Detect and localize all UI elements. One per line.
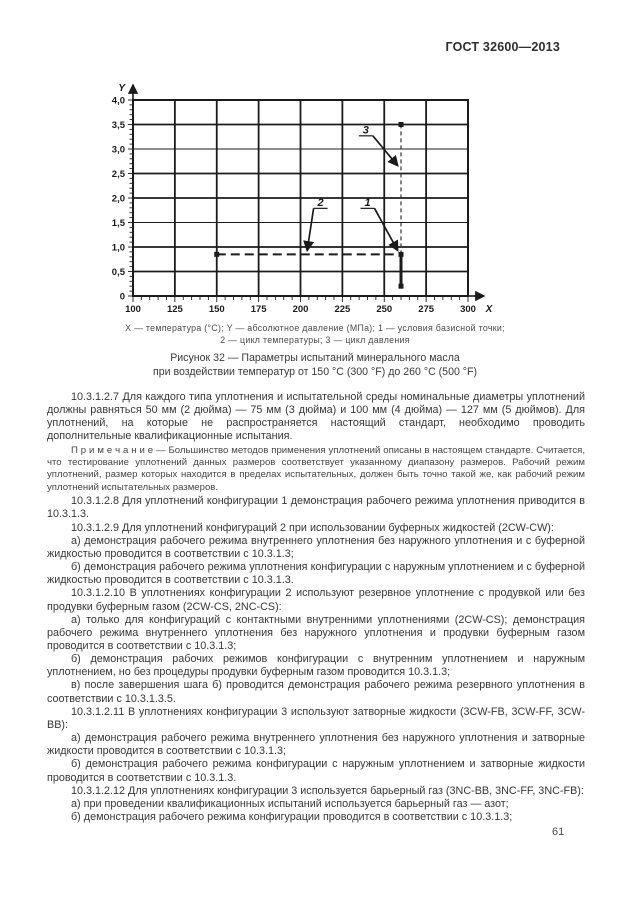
- svg-text:150: 150: [208, 304, 225, 315]
- document-number: ГОСТ 32600—2013: [445, 40, 560, 54]
- paragraph: 10.3.1.2.7 Для каждого типа уплотнения и испытательной среды номинальные диаметры уплотнений должны равняться 50 мм (2 дюйма) — 75 мм (3 дюйма) и 100 мм (4 дюйма) — 127 мм (5 дюймов). Для уплотнений, на которые не распространяется настоящий стандарт, необходимо проводить дополнительные квалификационные испытания.: [47, 391, 585, 443]
- svg-text:300: 300: [460, 304, 476, 315]
- svg-text:275: 275: [418, 304, 435, 315]
- figure-caption-line2: при воздействии температур от 150 °С (300 °F) до 260 °С (500 °F): [152, 365, 478, 378]
- paragraph: 10.3.1.2.10 В уплотнениях конфигурации 2 используют резервное уплотнение с продувкой или без продувки буферным газом (2CW-CS, 2NC-CS):: [47, 587, 585, 613]
- svg-text:1,5: 1,5: [111, 218, 125, 229]
- figure-32-chart: [85, 76, 505, 322]
- paragraph: 10.3.1.2.9 Для уплотнений конфигураций 2 при использовании буферных жидкостей (2CW-CW):: [71, 521, 554, 534]
- svg-text:2,5: 2,5: [111, 169, 125, 180]
- page-number: 61: [552, 826, 565, 838]
- note-paragraph: П р и м е ч а н и е — Большинство методов применения уплотнений описаны в настоящем стандарте. Считается, что тестирование уплотнений данных размеров соответствует указанному диапазону размеров. Рабочий режим уплотнений, размер которых находится в пределах испытательных, должен быть точно такой же, как рабочий режим уплотнений испытательных размеров.: [47, 444, 585, 493]
- figure-legend: [45, 322, 585, 346]
- svg-text:2,0: 2,0: [111, 193, 125, 205]
- figure-legend-line2: 2 — цикл температуры; 3 — цикл давления: [220, 335, 410, 345]
- figure-legend-line1: X — температура (°С); Y — абсолютное давление (МПа); 1 — условия базисной точки;: [125, 323, 505, 333]
- paragraph: б) демонстрация рабочего режима уплотнения конфигурации с наружным уплотнением и с буферной жидкостью проводится в соответствии с 10.3.1.3.: [47, 561, 585, 587]
- paragraph: 10.3.1.2.12 Для уплотнениях конфигурации 3 используется барьерный газ (3NC-BB, 3NC-FF, 3NC-FB):: [71, 784, 584, 797]
- svg-text:0: 0: [119, 291, 125, 303]
- paragraph: а) только для конфигураций с контактными внутренними уплотнениями (2CW-CS); демонстрация рабочего режима внутреннего уплотнения без наружного уплотнения и продувки буферным газом проводится в соответствии с 10.3.1.3;: [47, 613, 585, 652]
- svg-text:3,5: 3,5: [111, 120, 125, 131]
- svg-text:125: 125: [166, 304, 183, 315]
- svg-text:1: 1: [364, 196, 371, 209]
- figure-caption: [45, 352, 585, 379]
- svg-text:250: 250: [376, 304, 393, 315]
- paragraph: б) демонстрация рабочего режима конфигурации с наружным уплотнением и затворные жидкости проводится в соответствии с 10.3.1.3.: [47, 758, 585, 784]
- paragraph: 10.3.1.2.8 Для уплотнений конфигурации 1 демонстрация рабочего режима уплотнения приводится в 10.3.1.3.: [47, 495, 585, 521]
- paragraph: б) демонстрация рабочего режима конфигурации проводится в соответствии с 10.3.1.3;: [71, 811, 513, 823]
- svg-text:Y: Y: [118, 83, 125, 94]
- paragraph: а) демонстрация рабочего режима внутреннего уплотнения без наружного уплотнения и с буферной жидкостью проводится в соответствии с 10.3.1.3;: [47, 534, 585, 560]
- svg-text:0,5: 0,5: [111, 267, 125, 278]
- svg-text:3,0: 3,0: [111, 144, 125, 156]
- svg-text:X: X: [485, 304, 493, 315]
- svg-text:175: 175: [250, 304, 267, 315]
- paragraph: б) демонстрация рабочих режимов конфигурации с внутренним уплотнением и наружным уплотнением, но без процедуры продувки буферным газом проводится 10.3.1.3;: [47, 653, 585, 679]
- paragraph: 10.3.1.2.11 В уплотнениях конфигурации 3 используют затворные жидкости (3CW-FB, 3CW-FF, 3CW-BB):: [47, 705, 585, 731]
- svg-text:225: 225: [334, 304, 351, 315]
- paragraph: в) после завершения шага б) проводится демонстрация рабочего режима резервного уплотнения в соответствии с 10.3.1.3.5.: [47, 679, 585, 705]
- figure-caption-line1: Рисунок 32 — Параметры испытаний минерального масла: [170, 352, 460, 364]
- svg-text:3: 3: [362, 124, 369, 137]
- svg-text:100: 100: [125, 304, 141, 315]
- paragraph: а) при проведении квалификационных испытаний используется барьерный газ — азот;: [71, 797, 509, 810]
- svg-text:2: 2: [317, 196, 324, 209]
- body-text: [47, 391, 585, 824]
- svg-text:1,0: 1,0: [111, 242, 125, 254]
- paragraph: а) демонстрация рабочего режима внутреннего уплотнения без наружного уплотнения и затворные жидкости проводится в соответствии с 10.3.1.3;: [47, 732, 585, 758]
- svg-text:4,0: 4,0: [111, 95, 125, 107]
- svg-text:200: 200: [292, 304, 309, 315]
